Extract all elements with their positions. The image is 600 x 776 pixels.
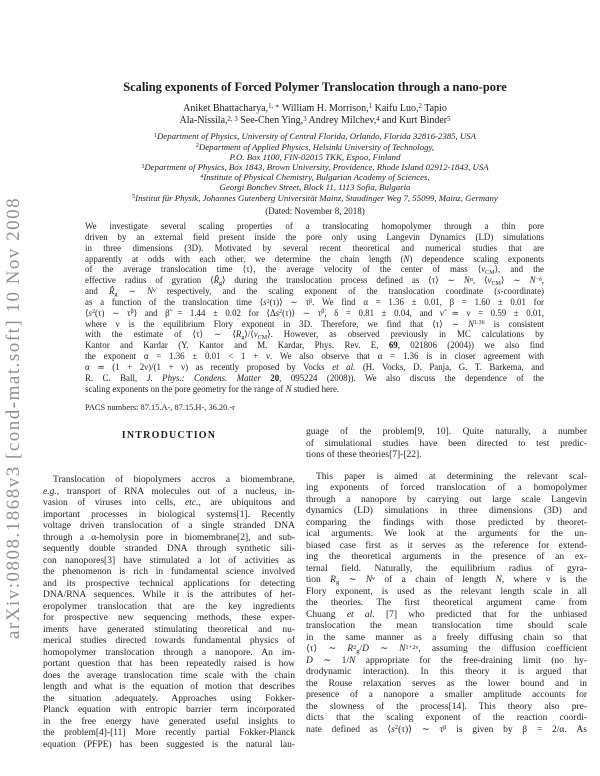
text-line: sequently double stranded DNA through synthetic sili- bbox=[43, 544, 295, 554]
text-line: DNA/RNA sequences. While it is the attributes of het- bbox=[43, 590, 295, 600]
text-line: comparing the findings with those predicted by theoret- bbox=[306, 517, 587, 528]
text-line: guage of the problem[9, 10]. Quite naturally, a number bbox=[306, 427, 587, 437]
text-line: the Rouse relaxation serves as the lower bound and in bbox=[306, 678, 587, 689]
text-line: biased case first as it serves as the reference for extend- bbox=[306, 540, 587, 551]
text-line: vasion of viruses into cells, etc., are ubiquitous and bbox=[43, 498, 295, 508]
text-line: ing the theoretical arguments in the presence of an ex- bbox=[306, 552, 587, 562]
column-right bbox=[306, 427, 587, 736]
text-line: effective radius of gyration $⟨R̃_g⟩$ during the translocation process defined as ⟨τ⟩ ∼ $N^\alpha$, $⟨v_{CM}⟩$ ∼ $N^{-\delta}$, bbox=[85, 275, 544, 287]
paragraph bbox=[306, 427, 587, 462]
text-line: length and what is the equation of motion that describes bbox=[43, 682, 295, 692]
text-line: Kantor and Kardar (Y. Kantor and M. Kardar, Phys. Rev. E, 69, 021806 (2004)) we also find bbox=[85, 340, 544, 351]
text-line: $^2$Department of Applied Physics, Helsinki University of Technology, bbox=[195, 141, 435, 152]
text-line: scaling exponents on the pore geometry for the range of N studied here. bbox=[85, 383, 340, 394]
text-line: the situation adequately. Approaches using Fokker- bbox=[43, 693, 295, 704]
text-line: in the free energy have generated useful insights to bbox=[43, 716, 295, 727]
author-list bbox=[43, 103, 587, 127]
text-line: important processes in biological systems[1]. Recently bbox=[43, 509, 295, 520]
text-line: iments have generated stimulating theoretical and nu- bbox=[43, 624, 295, 635]
text-line: and its prospective technical applications for detecting bbox=[43, 578, 295, 589]
text-line: Aniket Bhattacharya,$^{1, ∗}$ William H. Morrison,$^1$ Kaifu Luo,$^2$ Tapio bbox=[183, 103, 447, 114]
text-line: in three dimensions (3D). Motivated by several recent theoretical and numerical studies that are bbox=[85, 242, 544, 253]
text-line: the theories. The first theoretical argument came from bbox=[306, 598, 587, 608]
text-line: ing exponents of forced translocation of a homopolymer bbox=[306, 483, 587, 493]
text-line: $^1$Department of Physics, University of Central Florida, Orlando, Florida 32816-2385, USA bbox=[153, 131, 477, 142]
text-line: as a function of the translocation time $⟨s^2(\tau)⟩$ ∼ $\tau^\beta$. We find α = 1.36 ± 0.01, β = 1.60 ± 0.01 for bbox=[85, 296, 544, 307]
text-line: tion $R_g$ ∼ $N^\nu$ of a chain of length N, where ν is the bbox=[306, 575, 587, 586]
text-line: Ala-Nissila,$^{2, 3}$ See-Chen Ying,$^3$ Andrey Milchev,$^4$ and Kurt Binder$^5$ bbox=[179, 115, 451, 127]
text-line: D ∼ 1/N appropriate for the free-draining limit (no hy- bbox=[306, 655, 587, 666]
text-line: and $R̃_g$ ∼ $N^{\nũ}$ respectively, and the scaling exponent of the translocation coordinate (s-coordinate) bbox=[85, 286, 544, 297]
text-line: of the average translocation time ⟨τ⟩, the average velocity of the center of mass $⟨v_{CM}⟩$, and the bbox=[85, 264, 544, 276]
column-left bbox=[43, 430, 295, 751]
text-line: ternal field. Naturally, the equilibrium radius of gyra- bbox=[306, 563, 587, 574]
text-line: Chuang et al. [7] who predicted that for the unbiased bbox=[306, 609, 587, 620]
text-line: the phenomenon is rich in fundamental science involved bbox=[43, 567, 295, 577]
text-line: Translocation of biopolymers accros a biomembrane, bbox=[53, 475, 295, 485]
text-line: merical studies directed towards fundamental physics of bbox=[43, 636, 295, 646]
text-line: P.O. Box 1100, FIN-02015 TKK, Espoo, Finland bbox=[229, 151, 401, 162]
paragraph bbox=[43, 475, 295, 751]
text-line: Planck equation with entropic barrier term incorporated bbox=[43, 705, 295, 715]
text-line: eropolymer translocation that are the key ingredients bbox=[43, 601, 295, 612]
arxiv-banner: arXiv:0808.1868v3 [cond-mat.soft] 10 Nov 2008 bbox=[3, 196, 24, 639]
text-line: Georgi Bonchev Street, Block 11, 1113 Sofia, Bulgaria bbox=[219, 182, 411, 193]
text-line: We investigate several scaling properties of a translocating homopolymer through a thin pore bbox=[85, 221, 544, 231]
text-line: nate defined as $⟨s^2(\tau)⟩$ ∼ $\tau^\beta$ is given by β = 2/α. As bbox=[306, 724, 587, 735]
text-line: does the average translocation time scale with the chain bbox=[43, 670, 295, 681]
text-line: $^4$Institute of Physical Chemistry, Bulgarian Academy of Sciences, bbox=[200, 172, 430, 183]
text-line: tions of these theories[7]-[22]. bbox=[306, 450, 422, 460]
text-line: con nanopores[3] have stimulated a lot of activities as bbox=[43, 555, 295, 566]
text-line: R. C. Ball, J. Phys.: Condens. Matter 20, 095224 (2008)). We also discuss the dependence of the bbox=[85, 372, 544, 383]
text-line: the slowness of the process[14]. This theory also pre- bbox=[306, 701, 587, 712]
pacs-line: PACS numbers: 87.15.A-, 87.15.H-, 36.20.-r bbox=[85, 403, 235, 412]
text-line: voltage driven translocation of a single stranded DNA bbox=[43, 521, 295, 531]
text-line: driven by an external field present inside the pore only using Langevin Dynamics (LD) simulations bbox=[85, 231, 544, 242]
text-line: homopolymer translocation through a nanopore. An im- bbox=[43, 647, 295, 658]
text-line: apparently at odds with each other, we determine the chain length (N) dependence scaling exponents bbox=[85, 253, 544, 264]
paragraph bbox=[306, 472, 587, 737]
text-line: Flory exponent, is used as the relevant length scale in all bbox=[306, 586, 587, 597]
text-line: translocation the mean translocation time should scale bbox=[306, 621, 587, 631]
text-line: drodynamic interaction). In this theory it is argued that bbox=[306, 667, 587, 677]
paper-title: Scaling exponents of Forced Polymer Translocation through a nano-pore bbox=[123, 80, 507, 94]
text-line: the exponent α = 1.36 ± 0.01 < 1 + ν. We also observe that α = 1.36 is in closer agreement with bbox=[85, 351, 544, 362]
section-heading: INTRODUCTION bbox=[121, 430, 217, 441]
text-line: through a α-hemolysin pore in biomembrane[2], and sub- bbox=[43, 532, 295, 543]
text-line: α ≃ (1 + 2ν)/(1 + ν) as recently proposed by Vocks et al. (H. Vocks, D. Panja, G. T. Barkema, and bbox=[85, 361, 544, 372]
text-line: equation (PFPE) has been suggested is the natural lan- bbox=[43, 739, 295, 750]
text-line: $⟨s^2(\tau)$ ∼ $\tau^\beta⟩$ and β̃ = 1.44 ± 0.02 for $⟨\Delta s^2(\tau)⟩$ ∼ $\tau^{\betã}$, δ = 0.81 ± 0.04, and ν̃ ≃ ν = 0.59 ± 0.01, bbox=[85, 307, 544, 318]
text-line: dynamics (LD) simulations in three dimensions (3D) and bbox=[306, 506, 587, 516]
text-line: $^3$Department of Physics, Box 1843, Brown University, Providence, Rhode Island 02912-1843, USA bbox=[141, 161, 489, 172]
paper-header bbox=[43, 80, 587, 216]
text-line: in the same manner as a freely diffusing chain so that bbox=[306, 632, 587, 643]
text-line: e.g., transport of RNA molecules out of a nucleus, in- bbox=[43, 486, 295, 497]
text-line: dicts that the scaling exponent of the reaction coordi- bbox=[306, 713, 587, 723]
text-line: for prospective new sequencing methods, these exper- bbox=[43, 613, 295, 623]
text-line: with the estimate of ⟨τ⟩ ∼ $⟨R_g⟩/⟨v_{CM}⟩$. However, as observed previously in MC calculations by bbox=[85, 329, 544, 341]
abstract bbox=[85, 221, 544, 395]
text-line: of simulational studies have been directed to test predic- bbox=[306, 438, 587, 449]
text-line: $^5$Institut für Physik, Johannes Gutenberg Universität Mainz, Staudinger Weg 7, 55099, Mainz, Germany bbox=[132, 192, 498, 203]
text-line: presence of a nanopore a smaller amplitude accounts for bbox=[306, 690, 587, 700]
affiliation-list bbox=[43, 131, 587, 202]
text-line: This paper is aimed at determining the relevant scal- bbox=[316, 471, 587, 482]
text-line: ical arguments. We look at the arguments for the un- bbox=[306, 529, 587, 539]
dated-line: (Dated: November 8, 2018) bbox=[265, 205, 365, 216]
text-line: ⟨τ⟩ ∼ $R^2_g/D$ ∼ $N^{1+2\nu}$, assuming the diffusion coefficient bbox=[306, 644, 587, 655]
text-line: where ν is the equilibrium Flory exponent in 3D. Therefore, we find that ⟨τ⟩ ∼ $N^{1.36}$ is consistent bbox=[85, 318, 544, 329]
text-line: through a nanopore by carrying out large scale Langevin bbox=[306, 494, 587, 505]
text-line: portant question that has been repeatedly raised is how bbox=[43, 659, 295, 669]
text-line: the problem[4]-[11] More recently partial Fokker-Planck bbox=[43, 728, 295, 738]
